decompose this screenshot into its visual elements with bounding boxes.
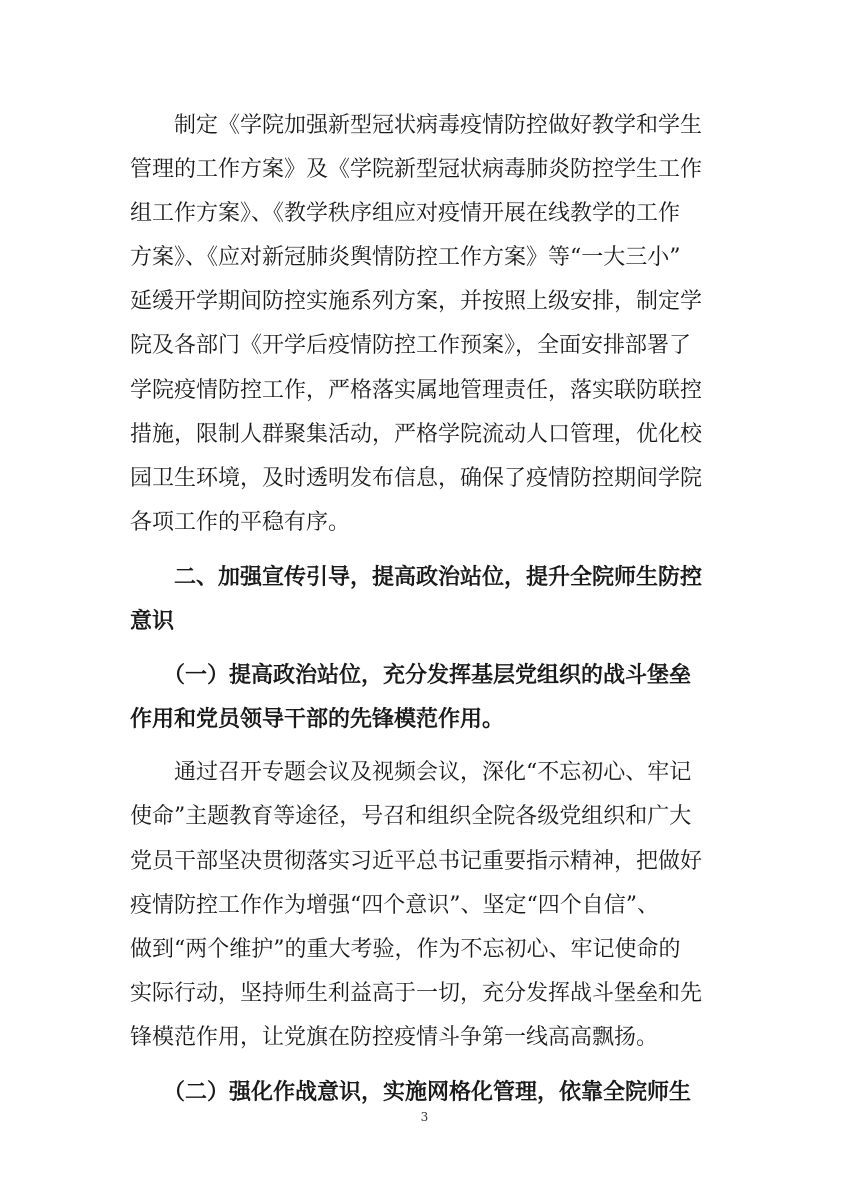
subsection-heading-line: （一）提高政治站位，充分发挥基层党组织的战斗堡垒: [130, 662, 692, 689]
paragraph-line: 做到“两个维护”的重大考验，作为不忘初心、牢记使命的: [130, 936, 681, 962]
paragraph-line: 疫情防控工作作为增强“四个意识”、坚定“四个自信”、: [130, 892, 659, 918]
paragraph-line: 锋模范作用，让党旗在防控疫情斗争第一线高高飘扬。: [130, 1024, 659, 1050]
paragraph-line: 延缓开学期间防控实施系列方案，并按照上级安排，制定学: [130, 289, 703, 315]
paragraph-gap: [130, 1060, 726, 1070]
paragraph-line: 措施，限制人群聚集活动，严格学院流动人口管理，优化校: [130, 421, 703, 447]
paragraph-line: 通过召开专题会议及视频会议，深化“不忘初心、牢记: [130, 760, 692, 786]
body-text: [130, 104, 726, 1114]
paragraph-line: 学院疫情防控工作，严格落实属地管理责任，落实联防联控: [130, 377, 703, 403]
section-heading-line: 二、加强宣传引导，提高政治站位，提升全院师生防控: [130, 563, 703, 590]
paragraph-line: 组工作方案》、《教学秩序组应对疫情开展在线教学的工作: [130, 201, 681, 227]
paragraph-line: 实际行动，坚持师生利益高于一切，充分发挥战斗堡垒和先: [130, 980, 703, 1006]
page-number: 3: [420, 1110, 429, 1124]
subsection-heading-line: （二）强化作战意识，实施网格化管理，依靠全院师生: [130, 1078, 692, 1105]
paragraph-gap: [130, 545, 726, 555]
paragraph-line: 各项工作的平稳有序。: [130, 509, 351, 535]
paragraph-line: 方案》、《应对新冠肺炎舆情防控工作方案》等“一大三小”: [130, 245, 681, 271]
paragraph-line: 制定《学院加强新型冠状病毒疫情防控做好教学和学生: [130, 113, 703, 138]
paragraph-line: 园卫生环境，及时透明发布信息，确保了疫情防控期间学院: [130, 465, 703, 491]
paragraph-gap: [130, 741, 726, 751]
paragraph-line: 使命”主题教育等途径，号召和组织全院各级党组织和广大: [130, 804, 692, 830]
paragraph-line: 管理的工作方案》及《学院新型冠状病毒肺炎防控学生工作: [130, 157, 703, 183]
section-heading-line: 意识: [130, 608, 175, 635]
subsection-heading-line: 作用和党员领导干部的先锋模范作用。: [130, 706, 505, 733]
paragraph-line: 党员干部坚决贯彻落实习近平总书记重要指示精神，把做好: [130, 848, 703, 874]
paragraph-line: 院及各部门《开学后疫情防控工作预案》，全面安排部署了: [130, 333, 692, 359]
paragraph-gap: [130, 643, 726, 653]
